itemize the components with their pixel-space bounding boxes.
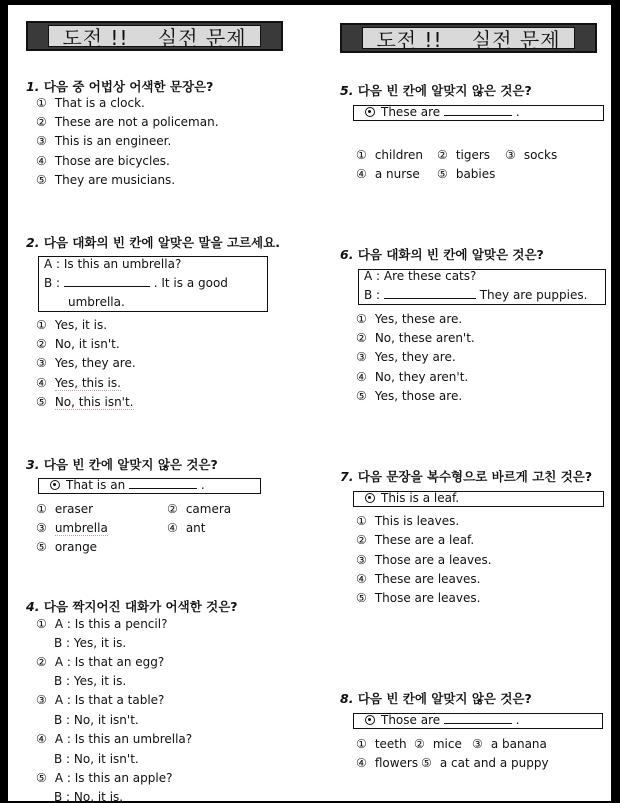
question-6-text: 다음 대화의 빈 칸에 알맞은 것은? [357, 247, 544, 262]
q4-option-1-b: B : Yes, it is. [54, 636, 127, 650]
q8-sentence: Those are . [365, 713, 520, 727]
question-8-text: 다음 빈 칸에 알맞지 않은 것은? [357, 691, 532, 706]
q4-option-2[interactable]: ② A : Is that an egg? [36, 655, 165, 669]
bullet-icon [365, 107, 375, 117]
q2-dialog-b-cont: umbrella. [68, 295, 125, 309]
q5-option-2[interactable]: ② tigers [437, 148, 491, 162]
q3-option-5[interactable]: ⑤ orange [36, 540, 98, 554]
q8-answer-blank[interactable] [444, 714, 512, 724]
question-8-number: 8. [340, 691, 354, 706]
question-2-number: 2. [26, 235, 40, 250]
question-3-number: 3. [26, 457, 40, 472]
q1-option-2[interactable]: ② These are not a policeman. [36, 115, 219, 129]
question-7-number: 7. [340, 469, 354, 484]
bullet-icon [365, 715, 375, 725]
q7-option-5[interactable]: ⑤ Those are leaves. [356, 591, 481, 605]
q7-sentence: This is a leaf. [365, 491, 459, 505]
q8-option-4[interactable]: ④ flowers [356, 756, 419, 770]
q7-option-3[interactable]: ③ Those are a leaves. [356, 553, 492, 567]
q1-option-3[interactable]: ③ This is an engineer. [36, 134, 172, 148]
q4-option-3[interactable]: ③ A : Is that a table? [36, 693, 165, 707]
q3-option-3[interactable]: ③ umbrella [36, 521, 108, 535]
q7-option-2[interactable]: ② These are a leaf. [356, 533, 475, 547]
q4-option-4[interactable]: ④ A : Is this an umbrella? [36, 732, 193, 746]
question-5-text: 다음 빈 칸에 알맞지 않은 것은? [357, 83, 532, 98]
banner-right-title: 도전 !! 실전 문제 [362, 27, 575, 49]
q1-option-5[interactable]: ⑤ They are musicians. [36, 173, 176, 187]
q3-option-1[interactable]: ① eraser [36, 502, 94, 516]
q2-option-2[interactable]: ② No, it isn't. [36, 337, 120, 351]
question-3 [26, 455, 218, 473]
q2-dialog-b: B : . It is a good [44, 276, 228, 290]
q5-option-1[interactable]: ① children [356, 148, 423, 162]
q6-option-4[interactable]: ④ No, they aren't. [356, 370, 469, 384]
question-2 [26, 233, 280, 251]
q6-dialog-b: B : They are puppies. [364, 288, 588, 302]
q7-option-1[interactable]: ① This is leaves. [356, 514, 460, 528]
bullet-icon [365, 493, 375, 503]
q2-option-3[interactable]: ③ Yes, they are. [36, 356, 136, 370]
q4-option-5[interactable]: ⑤ A : Is this an apple? [36, 771, 173, 785]
q5-option-5[interactable]: ⑤ babies [437, 167, 496, 181]
banner-left-title: 도전 !! 실전 문제 [48, 25, 261, 47]
q6-answer-blank[interactable] [384, 289, 476, 299]
q5-sentence: These are . [365, 105, 520, 119]
question-4 [26, 597, 238, 615]
q8-option-1[interactable]: ① teeth [356, 737, 407, 751]
worksheet-page [8, 5, 611, 801]
question-8 [340, 689, 532, 707]
question-4-number: 4. [26, 599, 40, 614]
q1-option-4[interactable]: ④ Those are bicycles. [36, 154, 170, 168]
q5-answer-blank[interactable] [444, 106, 512, 116]
q8-option-2[interactable]: ② mice [414, 737, 462, 751]
q2-option-1[interactable]: ① Yes, it is. [36, 318, 108, 332]
q2-dialog-a: A : Is this an umbrella? [44, 257, 182, 271]
q4-option-5-b: B : No, it is. [54, 790, 124, 801]
q8-option-5[interactable]: ⑤ a cat and a puppy [421, 756, 549, 770]
question-1-text: 다음 중 어법상 어색한 문장은? [43, 79, 214, 94]
q6-option-3[interactable]: ③ Yes, they are. [356, 350, 456, 364]
q5-option-4[interactable]: ④ a nurse [356, 167, 420, 181]
q4-option-3-b: B : No, it isn't. [54, 713, 139, 727]
question-5-number: 5. [340, 83, 354, 98]
question-1 [26, 77, 213, 95]
question-3-text: 다음 빈 칸에 알맞지 않은 것은? [43, 457, 218, 472]
q8-option-3[interactable]: ③ a banana [472, 737, 547, 751]
q3-option-4[interactable]: ④ ant [167, 521, 206, 535]
q6-option-1[interactable]: ① Yes, these are. [356, 312, 463, 326]
question-4-text: 다음 짝지어진 대화가 어색한 것은? [43, 599, 238, 614]
bullet-icon [50, 480, 60, 490]
q5-option-3[interactable]: ③ socks [505, 148, 558, 162]
q4-option-2-b: B : Yes, it is. [54, 674, 127, 688]
question-5 [340, 81, 532, 99]
question-2-text: 다음 대화의 빈 칸에 알맞은 말을 고르세요. [43, 235, 280, 250]
question-7 [340, 467, 592, 485]
q6-option-2[interactable]: ② No, these aren't. [356, 331, 475, 345]
q1-option-1[interactable]: ① That is a clock. [36, 96, 145, 110]
q7-option-4[interactable]: ④ These are leaves. [356, 572, 481, 586]
question-6 [340, 245, 544, 263]
q3-answer-blank[interactable] [129, 479, 197, 489]
q4-option-1[interactable]: ① A : Is this a pencil? [36, 617, 168, 631]
q3-sentence: That is an . [50, 478, 205, 492]
q2-option-4[interactable]: ④ Yes, this is. [36, 376, 121, 390]
q6-dialog-a: A : Are these cats? [364, 269, 477, 283]
q4-option-4-b: B : No, it isn't. [54, 752, 139, 766]
q2-answer-blank[interactable] [64, 277, 150, 287]
q6-option-5[interactable]: ⑤ Yes, those are. [356, 389, 463, 403]
question-6-number: 6. [340, 247, 354, 262]
banner-left [26, 21, 283, 51]
q3-option-2[interactable]: ② camera [167, 502, 232, 516]
q2-option-5[interactable]: ⑤ No, this isn't. [36, 395, 134, 409]
banner-right [340, 23, 597, 53]
question-7-text: 다음 문장을 복수형으로 바르게 고친 것은? [357, 469, 593, 484]
question-1-number: 1. [26, 79, 40, 94]
